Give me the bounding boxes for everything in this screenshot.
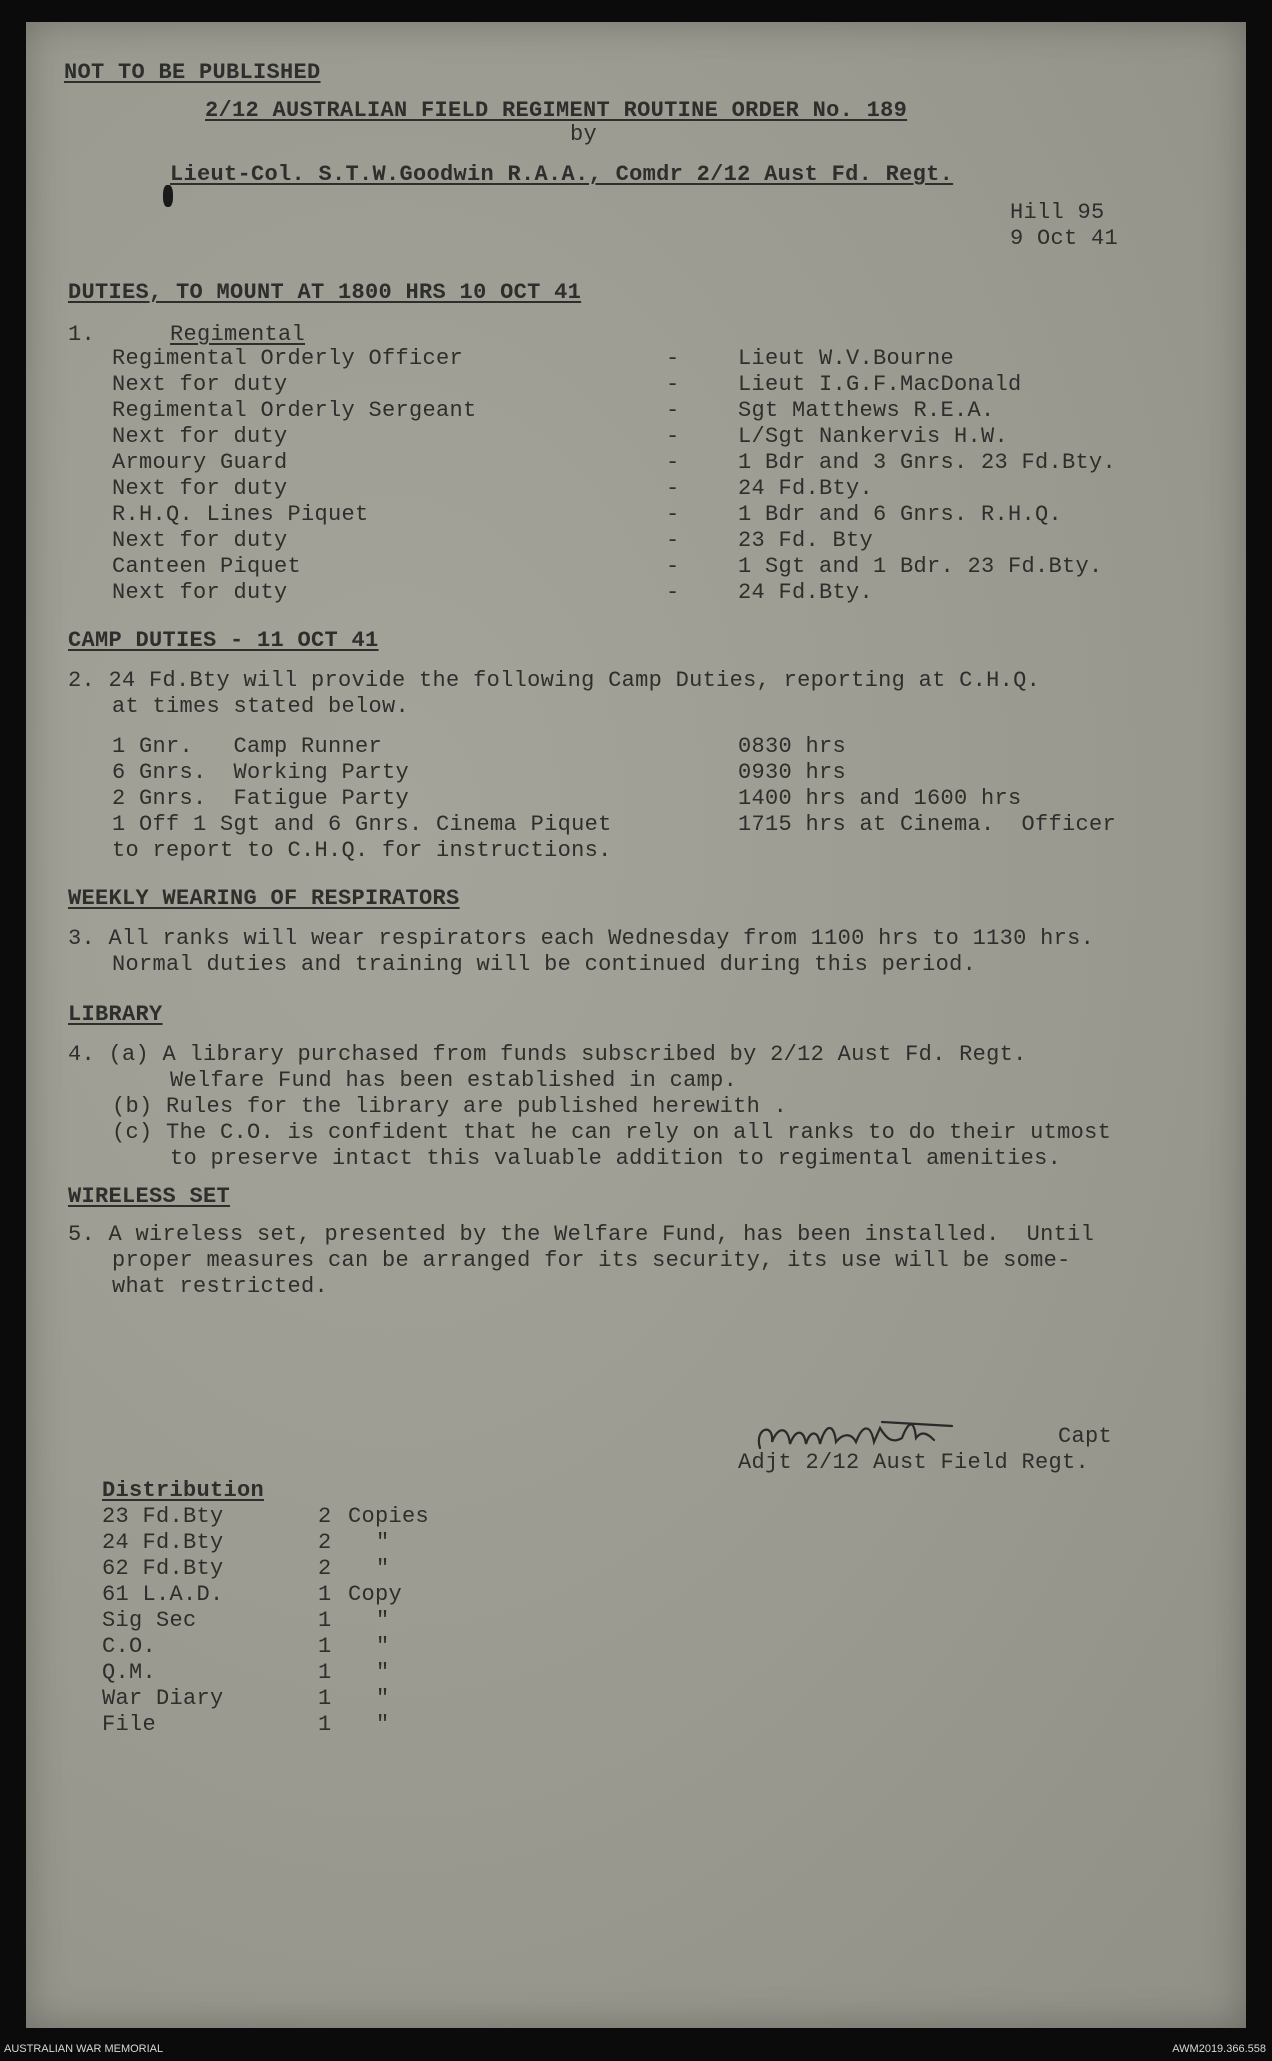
dist-copies: Copies [348, 1504, 430, 1529]
dist-copies: Copy [348, 1582, 403, 1607]
camp-duty-time: 0830 hrs [738, 734, 847, 759]
issuer-line: Lieut-Col. S.T.W.Goodwin R.A.A., Comdr 2/12 Aust Fd. Regt. [170, 162, 954, 187]
dist-count: 2 [318, 1530, 332, 1555]
dist-copies: " [376, 1712, 390, 1737]
punch-hole [163, 185, 173, 207]
duty-dash: - [666, 372, 680, 397]
dist-unit: 24 Fd.Bty [102, 1530, 224, 1555]
dist-unit: 23 Fd.Bty [102, 1504, 224, 1529]
library-heading: LIBRARY [68, 1002, 163, 1027]
duty-dash: - [666, 476, 680, 501]
dist-copies: " [376, 1686, 390, 1711]
dist-count: 1 [318, 1608, 332, 1633]
duty-assignee: 24 Fd.Bty. [738, 476, 874, 501]
respirators-heading: WEEKLY WEARING OF RESPIRATORS [68, 886, 460, 911]
signature-title: Adjt 2/12 Aust Field Regt. [738, 1450, 1090, 1475]
duty-role: Regimental Orderly Sergeant [112, 398, 477, 423]
dist-unit: 62 Fd.Bty [102, 1556, 224, 1581]
distribution-heading: Distribution [102, 1478, 265, 1503]
duty-assignee: Lieut W.V.Bourne [738, 346, 955, 371]
dist-unit: Q.M. [102, 1660, 157, 1685]
dist-copies: " [376, 1556, 390, 1581]
camp-duty: 6 Gnrs. Working Party [112, 760, 410, 785]
duty-role: Next for duty [112, 528, 288, 553]
library-c-line2: to preserve intact this valuable addition to regimental amenities. [170, 1146, 1062, 1171]
library-b: (b) Rules for the library are published herewith . [112, 1094, 788, 1119]
duty-dash: - [666, 528, 680, 553]
duty-role: R.H.Q. Lines Piquet [112, 502, 369, 527]
duty-role: Armoury Guard [112, 450, 288, 475]
duty-assignee: 24 Fd.Bty. [738, 580, 874, 605]
library-a-line1: 4. (a) A library purchased from funds subscribed by 2/12 Aust Fd. Regt. [68, 1042, 1027, 1067]
duty-role: Next for duty [112, 580, 288, 605]
by-label: by [570, 122, 598, 147]
duty-dash: - [666, 450, 680, 475]
dist-copies: " [376, 1608, 390, 1633]
date-label: 9 Oct 41 [1010, 226, 1119, 251]
dist-copies: " [376, 1660, 390, 1685]
place-label: Hill 95 [1010, 200, 1105, 225]
archive-footer [0, 2038, 1272, 2061]
wireless-line2: proper measures can be arranged for its security, its use will be some- [112, 1248, 1071, 1273]
wireless-line1: 5. A wireless set, presented by the Welfare Fund, has been installed. Until [68, 1222, 1095, 1247]
dist-unit: File [102, 1712, 157, 1737]
camp-duty-time: 1715 hrs at Cinema. Officer [738, 812, 1117, 837]
footer-reference: AWM2019.366.558 [1172, 2043, 1266, 2055]
signature-rank: Capt [1058, 1424, 1113, 1449]
duty-role: Next for duty [112, 372, 288, 397]
dist-unit: War Diary [102, 1686, 224, 1711]
duty-assignee: 1 Sgt and 1 Bdr. 23 Fd.Bty. [738, 554, 1103, 579]
dist-unit: 61 L.A.D. [102, 1582, 224, 1607]
dist-copies: " [376, 1530, 390, 1555]
dist-count: 1 [318, 1634, 332, 1659]
duty-assignee: 1 Bdr and 6 Gnrs. R.H.Q. [738, 502, 1063, 527]
wireless-line3: what restricted. [112, 1274, 329, 1299]
duty-assignee: L/Sgt Nankervis H.W. [738, 424, 1009, 449]
dist-count: 1 [318, 1582, 332, 1607]
dist-count: 2 [318, 1556, 332, 1581]
regimental-subheading: Regimental [170, 322, 306, 347]
duty-assignee: Sgt Matthews R.E.A. [738, 398, 995, 423]
dist-count: 1 [318, 1686, 332, 1711]
duty-role: Regimental Orderly Officer [112, 346, 464, 371]
duty-dash: - [666, 502, 680, 527]
camp-tail: to report to C.H.Q. for instructions. [112, 838, 612, 863]
respirators-line1: 3. All ranks will wear respirators each Wednesday from 1100 hrs to 1130 hrs. [68, 926, 1095, 951]
duties-heading: DUTIES, TO MOUNT AT 1800 HRS 10 OCT 41 [68, 280, 582, 305]
camp-duty-time: 0930 hrs [738, 760, 847, 785]
duty-assignee: Lieut I.G.F.MacDonald [738, 372, 1022, 397]
dist-count: 2 [318, 1504, 332, 1529]
duty-role: Next for duty [112, 476, 288, 501]
dist-unit: Sig Sec [102, 1608, 197, 1633]
document-title: 2/12 AUSTRALIAN FIELD REGIMENT ROUTINE ORDER No. 189 [205, 98, 908, 123]
camp-duty: 1 Gnr. Camp Runner [112, 734, 383, 759]
footer-institution: AUSTRALIAN WAR MEMORIAL [4, 2043, 164, 2055]
duty-role: Canteen Piquet [112, 554, 302, 579]
duty-dash: - [666, 346, 680, 371]
dist-copies: " [376, 1634, 390, 1659]
camp-duty: 2 Gnrs. Fatigue Party [112, 786, 410, 811]
duty-role: Next for duty [112, 424, 288, 449]
camp-duty-time: 1400 hrs and 1600 hrs [738, 786, 1022, 811]
duty-assignee: 23 Fd. Bty [738, 528, 874, 553]
dist-count: 1 [318, 1660, 332, 1685]
dist-unit: C.O. [102, 1634, 157, 1659]
section-number: 1. [68, 322, 96, 347]
duty-dash: - [666, 554, 680, 579]
duty-dash: - [666, 424, 680, 449]
camp-intro-line2: at times stated below. [112, 694, 410, 719]
duty-dash: - [666, 580, 680, 605]
camp-duty: 1 Off 1 Sgt and 6 Gnrs. Cinema Piquet [112, 812, 612, 837]
dist-count: 1 [318, 1712, 332, 1737]
respirators-line2: Normal duties and training will be continued during this period. [112, 952, 977, 977]
not-published-label: NOT TO BE PUBLISHED [64, 60, 321, 85]
wireless-heading: WIRELESS SET [68, 1184, 231, 1209]
library-a-line2: Welfare Fund has been established in camp. [170, 1068, 738, 1093]
duty-dash: - [666, 398, 680, 423]
camp-duties-heading: CAMP DUTIES - 11 OCT 41 [68, 628, 379, 653]
library-c-line1: (c) The C.O. is confident that he can rely on all ranks to do their utmost [112, 1120, 1112, 1145]
duty-assignee: 1 Bdr and 3 Gnrs. 23 Fd.Bty. [738, 450, 1117, 475]
camp-intro-line1: 2. 24 Fd.Bty will provide the following Camp Duties, reporting at C.H.Q. [68, 668, 1041, 693]
